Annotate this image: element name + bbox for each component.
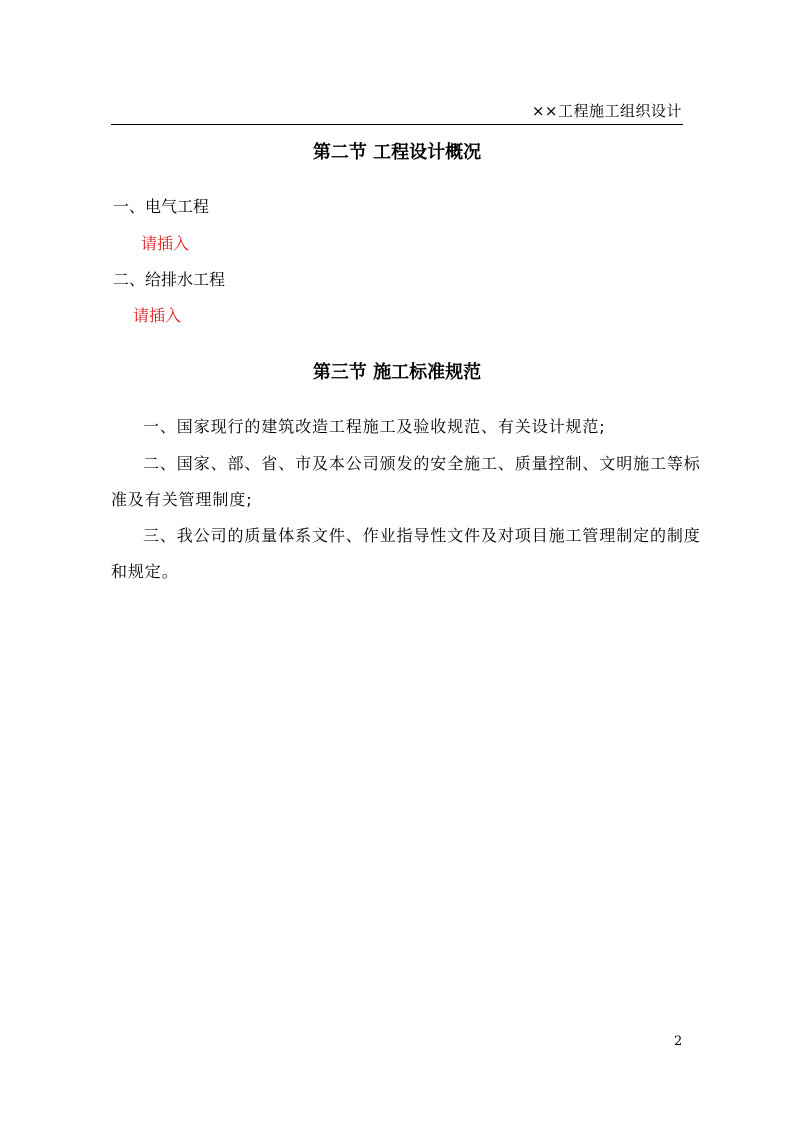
section3-paragraph-3: 三、我公司的质量体系文件、作业指导性文件及对项目施工管理制定的制度和规定。 xyxy=(111,526,701,581)
section3-paragraph-2: 二、国家、部、省、市及本公司颁发的安全施工、质量控制、文明施工等标准及有关管理制度; xyxy=(111,454,701,509)
header-title: ××工程施工组织设计 xyxy=(531,102,682,120)
section3-title: 第三节 施工标准规范 xyxy=(312,362,482,383)
section3-paragraph-1: 一、国家现行的建筑改造工程施工及验收规范、有关设计规范; xyxy=(143,417,606,436)
header-divider xyxy=(111,124,683,125)
section2-item-electrical-note: 请插入 xyxy=(141,234,190,253)
section2-item-electrical: 一、电气工程 xyxy=(113,197,210,216)
section2-item-plumbing: 二、给排水工程 xyxy=(113,270,226,289)
section2-item-plumbing-note: 请插入 xyxy=(133,306,182,325)
page-number: 2 xyxy=(674,1034,683,1049)
section2-title: 第二节 工程设计概况 xyxy=(312,142,482,163)
